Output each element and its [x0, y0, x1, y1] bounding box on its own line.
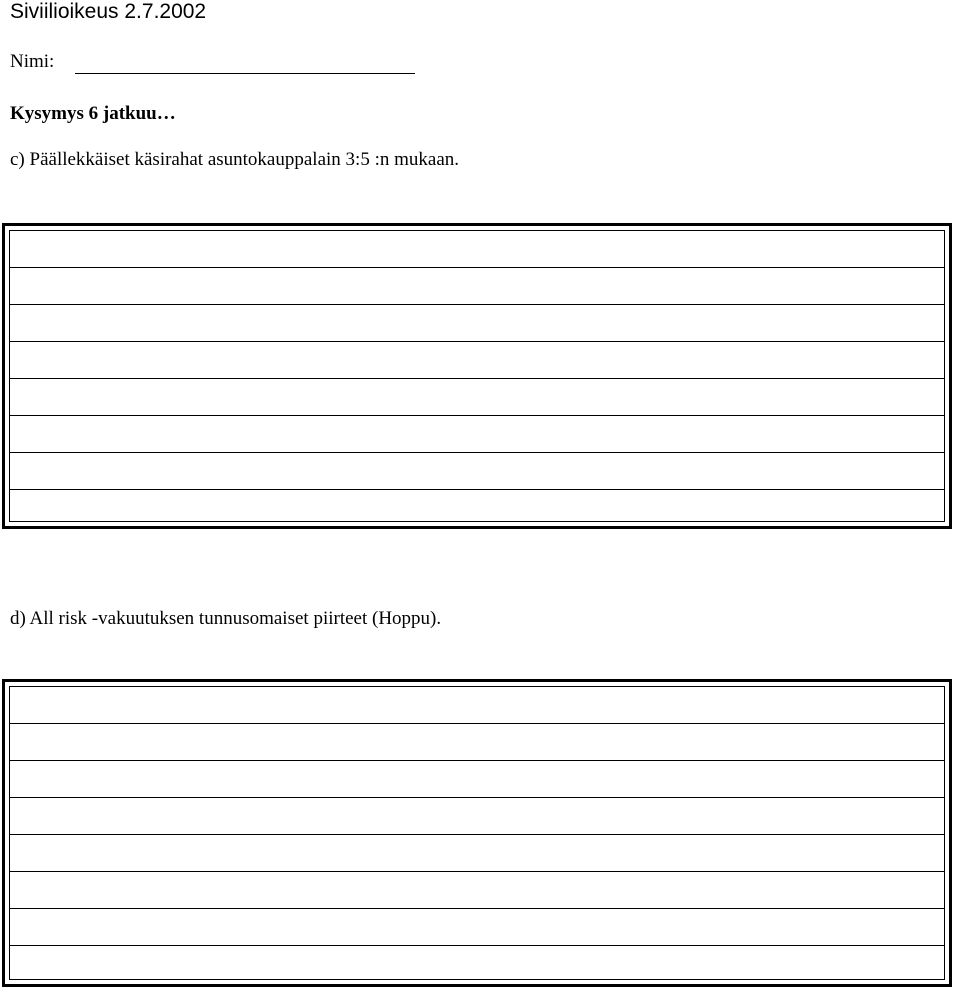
question-part-c: c) Päällekkäiset käsirahat asuntokauppalain 3:5 :n mukaan. — [10, 149, 459, 170]
exam-title: Siviilioikeus 2.7.2002 — [10, 0, 207, 23]
answer-box-d[interactable] — [2, 679, 952, 987]
name-field-line[interactable] — [75, 73, 415, 74]
name-label: Nimi: — [10, 51, 55, 72]
question-part-d: d) All risk -vakuutuksen tunnusomaiset piirteet (Hoppu). — [10, 608, 442, 629]
answer-box-c[interactable] — [2, 223, 952, 529]
answer-lines-c — [9, 230, 945, 522]
answer-lines-d — [9, 686, 945, 980]
question-heading: Kysymys 6 jatkuu… — [10, 103, 176, 124]
